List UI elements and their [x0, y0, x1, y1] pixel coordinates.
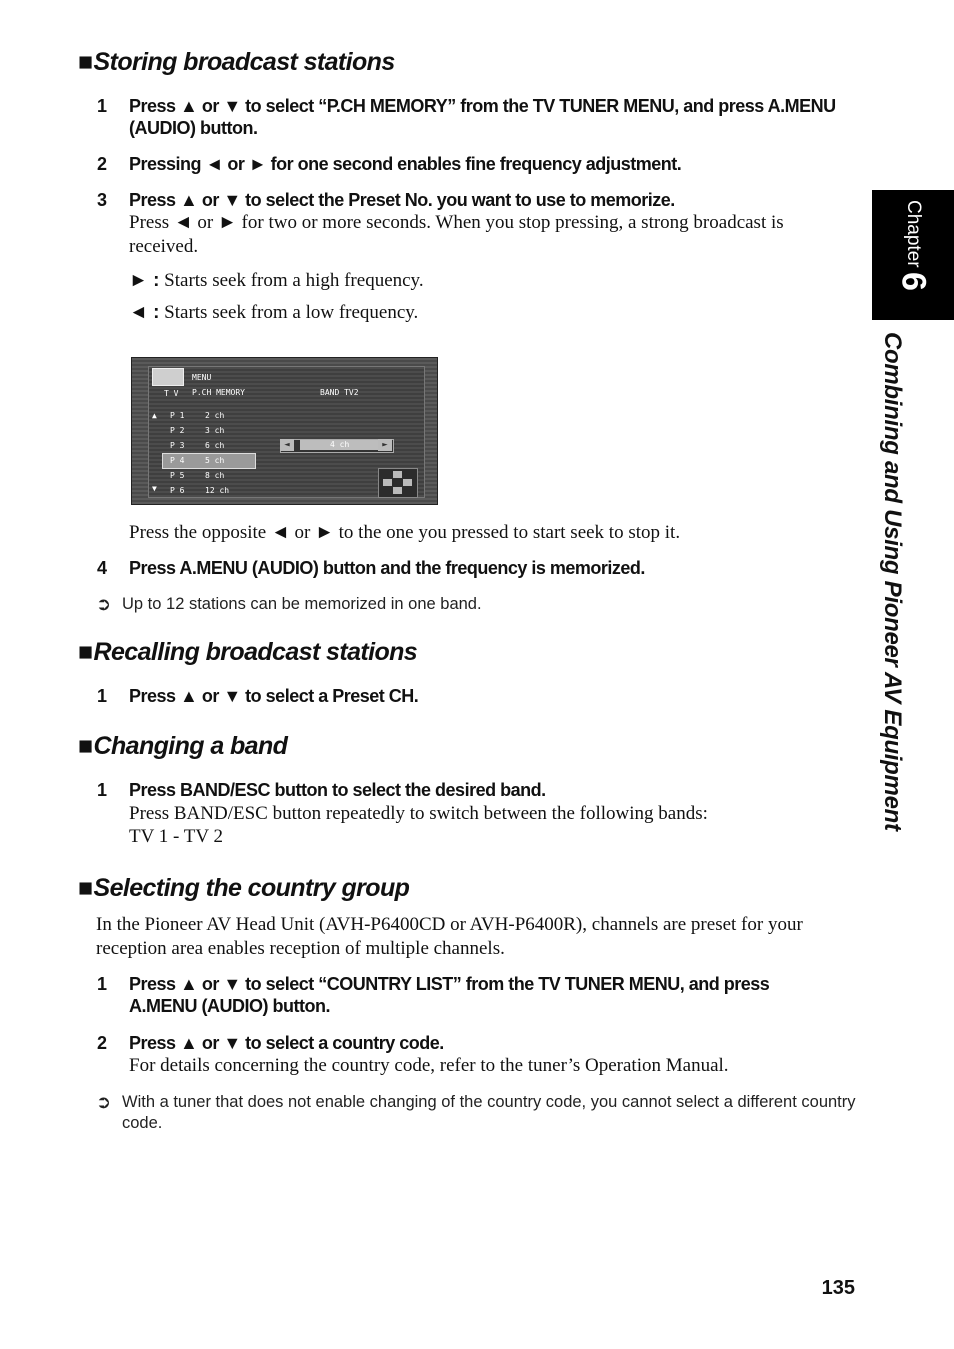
preset-label: P 4	[170, 456, 185, 465]
screen-left-arrow-icon: ◄	[280, 439, 294, 451]
storing-step-3-body: Press ◄ or ► for two or more seconds. When you stop pressing, a strong broadcast is received.	[129, 212, 784, 257]
heading-country: ■Selecting the country group	[78, 874, 410, 902]
preset-label: P 2	[170, 426, 185, 435]
heading-band: ■Changing a band	[78, 732, 288, 760]
country-intro: In the Pioneer AV Head Unit (AVH-P6400CD or AVH-P6400R), channels are preset for your reception area enables reception of multiple channels.	[96, 914, 803, 959]
preset-label: P 3	[170, 441, 185, 450]
chapter-title: Combining and Using Pioneer AV Equipment	[879, 332, 906, 831]
band-body-2: TV 1 - TV 2	[129, 826, 223, 847]
screen-right-arrow-icon: ►	[378, 439, 392, 451]
heading-recalling: ■Recalling broadcast stations	[78, 638, 418, 666]
preset-channel: 6 ch	[205, 441, 225, 450]
country-step-2-body: For details concerning the country code, refer to the tuner’s Operation Manual.	[129, 1055, 729, 1076]
preset-channel: 5 ch	[205, 456, 225, 465]
note-arrow-icon: ➲	[96, 594, 112, 614]
heading-storing: ■Storing broadcast stations	[78, 48, 395, 76]
menu-tab	[152, 368, 184, 386]
preset-channel: 3 ch	[205, 426, 225, 435]
preset-label: P 5	[170, 471, 185, 480]
screen-band-label: T V	[164, 389, 179, 398]
seek-low-line: ◄ : Starts seek from a low frequency.	[129, 302, 419, 323]
band-body-1: Press BAND/ESC button repeatedly to switch between the following bands:	[129, 803, 708, 824]
screen-up-arrow-icon: ▲	[152, 411, 157, 420]
frequency-value: 4 ch	[300, 440, 378, 450]
chapter-word: Chapter	[903, 200, 924, 268]
screen-direction-pad-icon	[378, 468, 418, 498]
page-number: 135	[821, 1277, 855, 1299]
preset-channel: 12 ch	[205, 486, 230, 495]
preset-label: P 6	[170, 486, 185, 495]
seek-high-line: ► : Starts seek from a high frequency.	[129, 270, 424, 291]
preset-channel: 8 ch	[205, 471, 225, 480]
screen-title: P.CH MEMORY	[192, 388, 245, 397]
note-arrow-icon: ➲	[96, 1092, 112, 1112]
chapter-number: 6	[894, 271, 933, 291]
screen-menu-label: MENU	[192, 373, 212, 382]
chapter-label	[872, 190, 954, 320]
stop-seek-text: Press the opposite ◄ or ► to the one you pressed to start seek to stop it.	[129, 522, 681, 543]
screen-band: BAND TV2	[320, 388, 359, 397]
tv-tuner-screen	[131, 357, 438, 505]
preset-channel: 2 ch	[205, 411, 225, 420]
preset-label: P 1	[170, 411, 185, 420]
screen-down-arrow-icon: ▼	[152, 484, 157, 493]
